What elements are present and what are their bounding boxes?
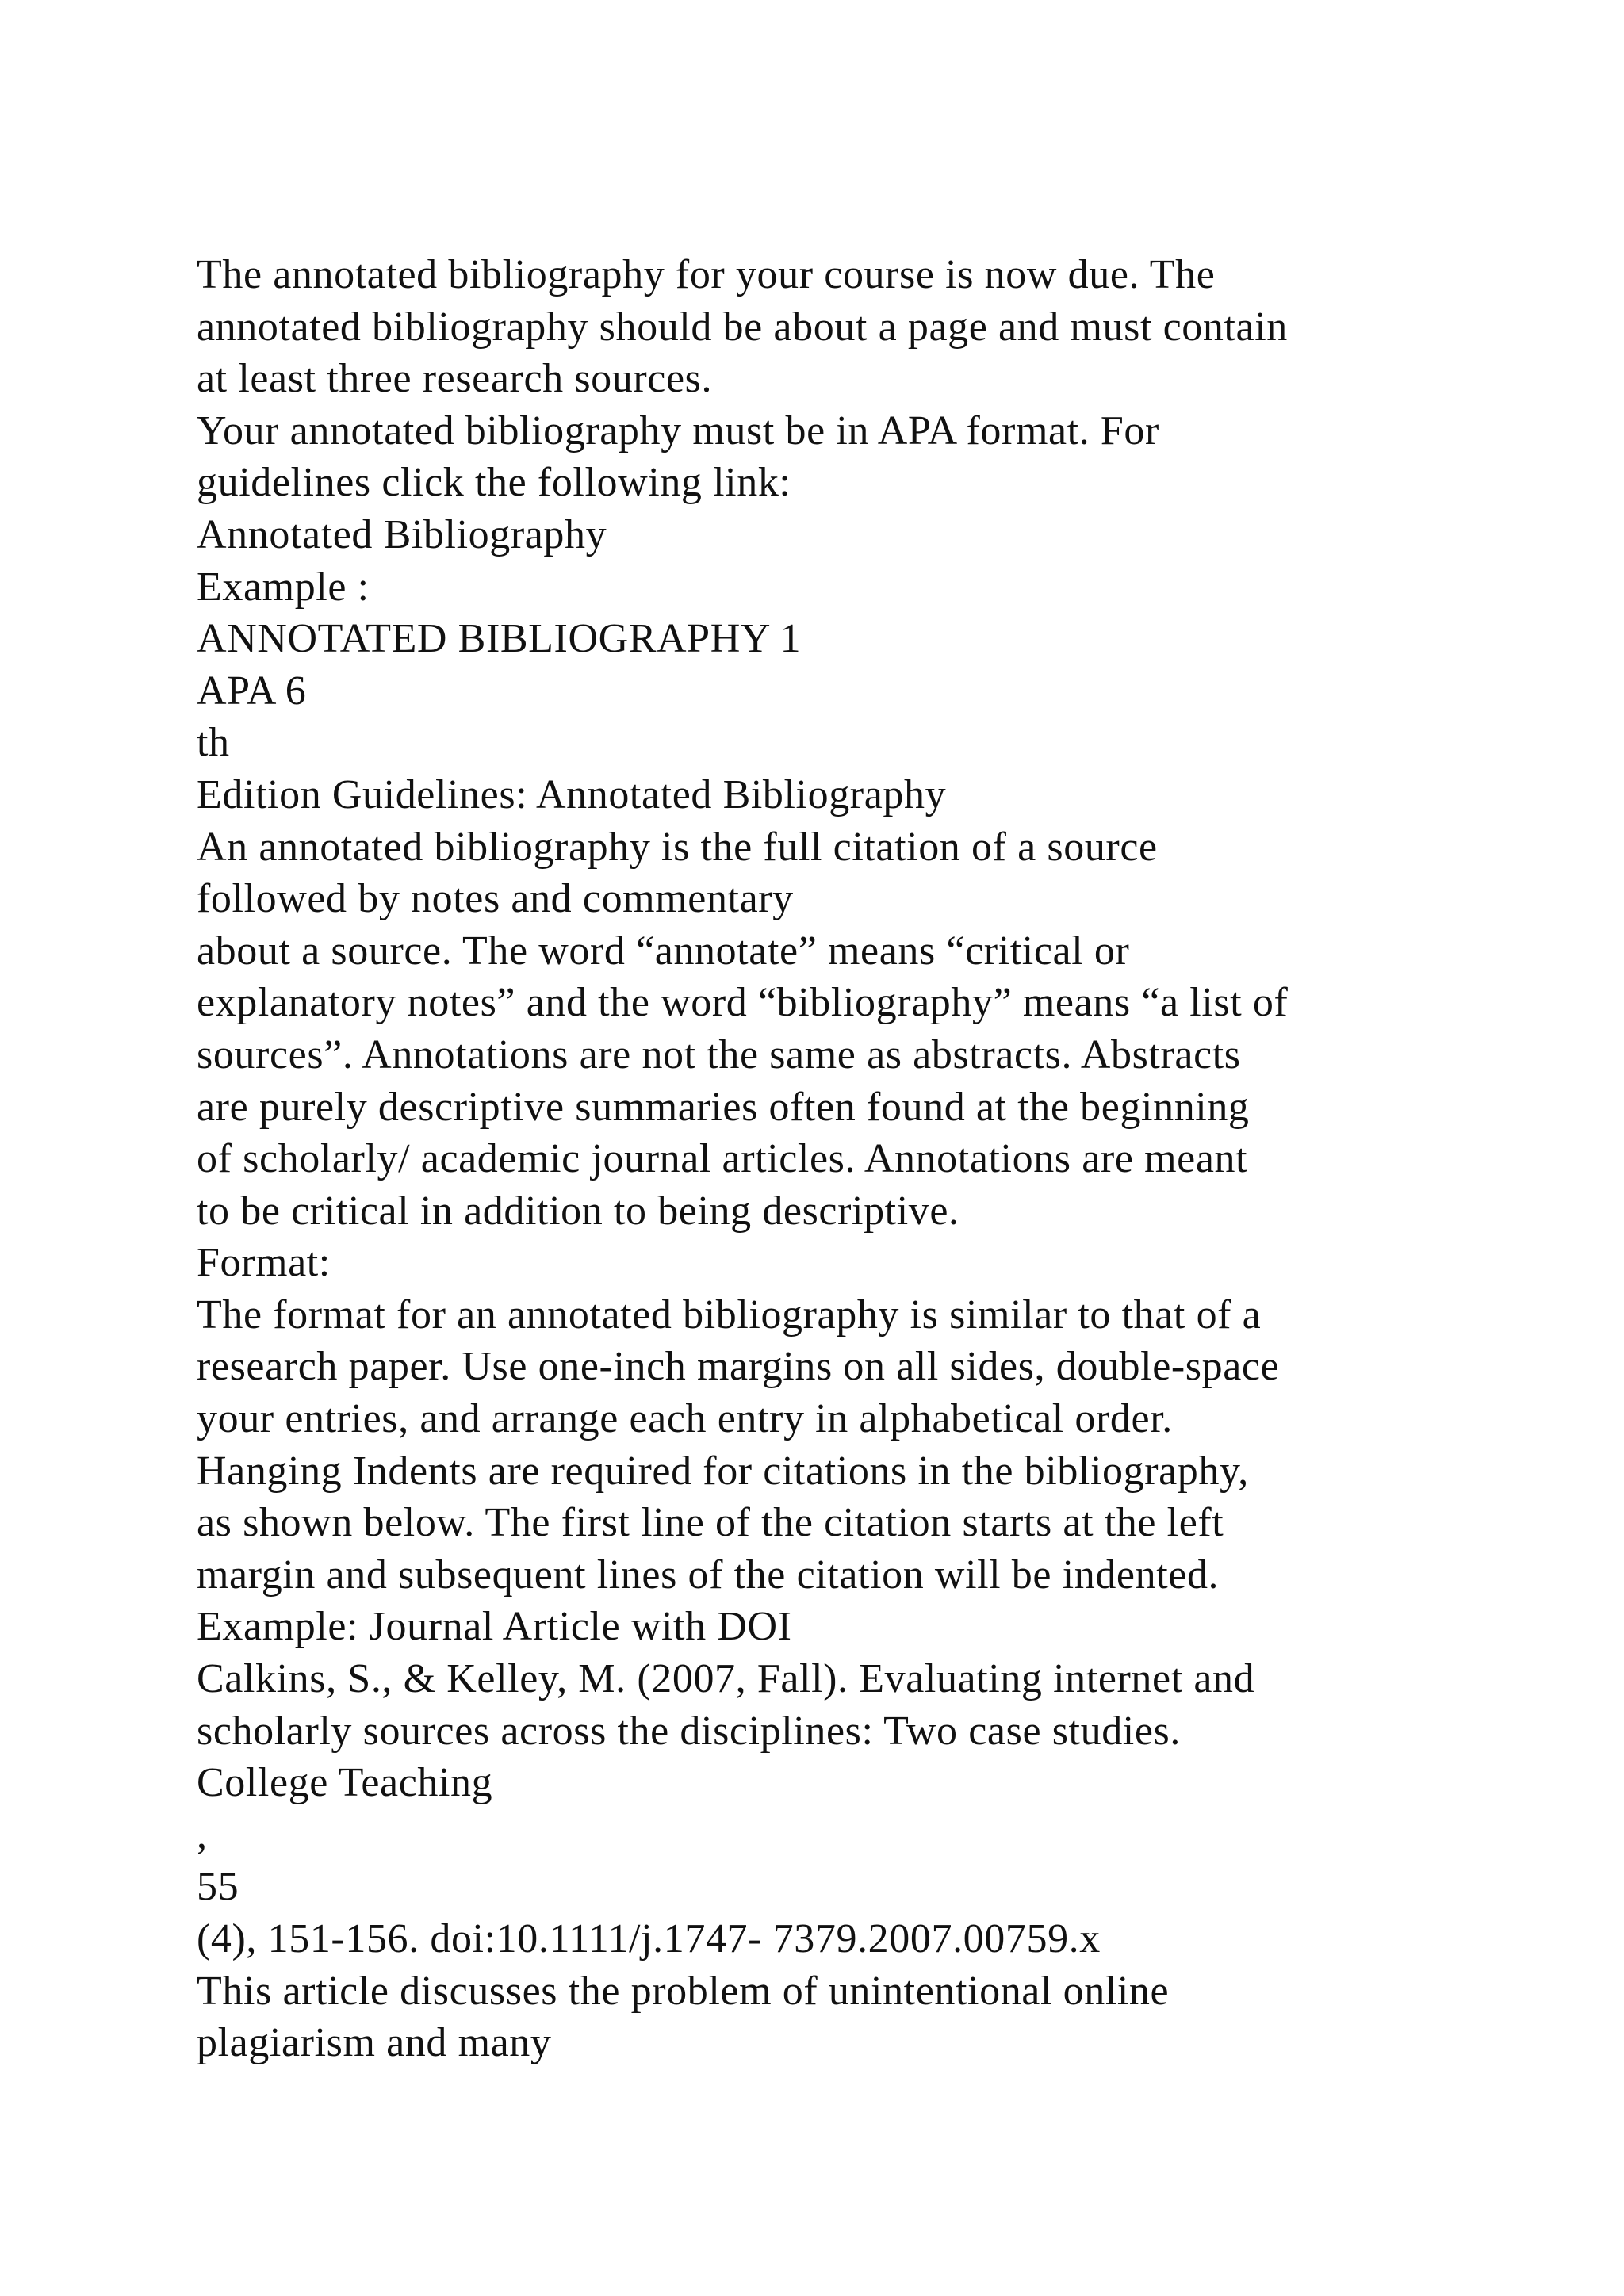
citation-line: scholarly sources across the disciplines: Two case studies. [197, 1708, 1181, 1754]
text-line: at least three research sources. [197, 356, 713, 402]
text-line: followed by notes and commentary [197, 876, 794, 922]
text-line: research paper. Use one-inch margins on all sides, double-space [197, 1344, 1280, 1390]
text-line: This article discusses the problem of unintentional online [197, 1968, 1170, 2014]
text-line: Example : [197, 564, 370, 610]
text-line: are purely descriptive summaries often found at the beginning [197, 1084, 1250, 1130]
text-line: to be critical in addition to being descriptive. [197, 1188, 959, 1234]
citation-line: 55 [197, 1864, 239, 1910]
text-line: The format for an annotated bibliography is similar to that of a [197, 1292, 1262, 1337]
text-line: sources”. Annotations are not the same as abstracts. Abstracts [197, 1031, 1241, 1077]
text-line: as shown below. The first line of the citation starts at the left [197, 1500, 1224, 1546]
text-line: Hanging Indents are required for citations in the bibliography, [197, 1448, 1249, 1494]
text-line: An annotated bibliography is the full citation of a source [197, 824, 1158, 870]
heading-line: Format: [197, 1240, 331, 1286]
text-line: Your annotated bibliography must be in APA format. For [197, 408, 1159, 453]
document-page [197, 249, 1513, 2069]
citation-line: Calkins, S., & Kelley, M. (2007, Fall). Evaluating internet and [197, 1656, 1255, 1702]
citation-line: , [197, 1812, 208, 1858]
citation-line: College Teaching [197, 1760, 493, 1806]
text-line: plagiarism and many [197, 2020, 552, 2066]
link-text-line: Annotated Bibliography [197, 511, 607, 557]
text-line: guidelines click the following link: [197, 460, 791, 506]
text-line: margin and subsequent lines of the citation will be indented. [197, 1552, 1220, 1598]
heading-line: Edition Guidelines: Annotated Bibliography [197, 771, 947, 817]
text-line: th [197, 720, 230, 766]
heading-line: ANNOTATED BIBLIOGRAPHY 1 [197, 616, 802, 662]
text-line: annotated bibliography should be about a page and must contain [197, 304, 1288, 350]
text-line: APA 6 [197, 668, 307, 714]
text-line: The annotated bibliography for your course is now due. The [197, 252, 1216, 297]
citation-line: (4), 151-156. doi:10.1111/j.1747- 7379.2007.00759.x [197, 1916, 1101, 1961]
text-line: of scholarly/ academic journal articles. Annotations are meant [197, 1136, 1248, 1182]
text-line: your entries, and arrange each entry in alphabetical order. [197, 1396, 1173, 1442]
text-line: about a source. The word “annotate” means “critical or [197, 928, 1130, 974]
text-line: explanatory notes” and the word “bibliography” means “a list of [197, 980, 1289, 1026]
heading-line: Example: Journal Article with DOI [197, 1604, 792, 1650]
